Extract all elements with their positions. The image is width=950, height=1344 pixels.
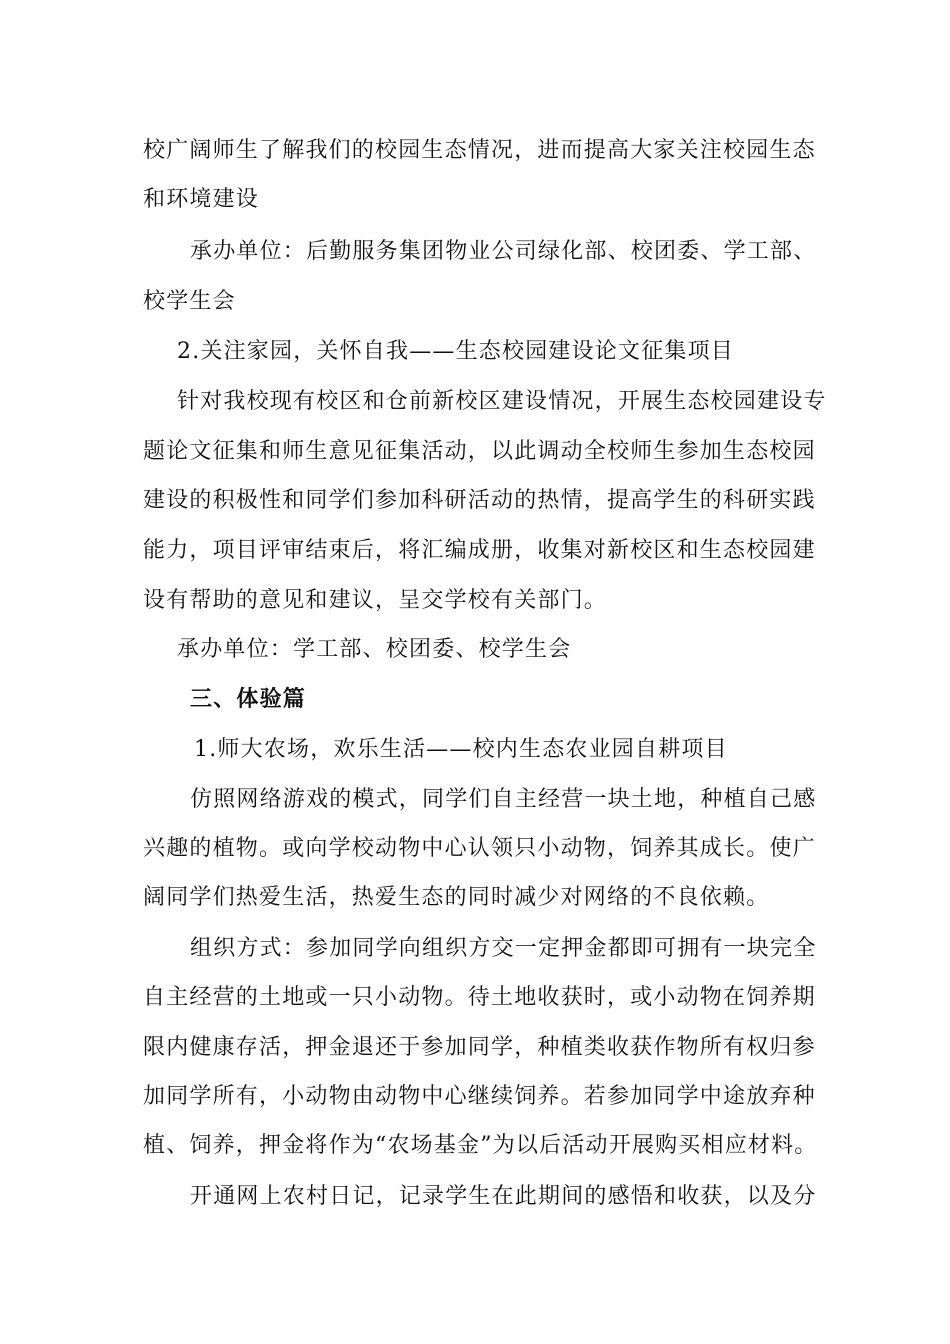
text-line: 能力，项目评审结束后，将汇编成册，收集对新校区和生态校园建 [143, 538, 816, 563]
text-line: 组织方式：参加同学向组织方交一定押金都即可拥有一块完全 [190, 936, 817, 961]
text-line: 仿照网络游戏的模式，同学们自主经营一块土地，种植自己感 [190, 787, 817, 812]
chapter-heading: 三、体验篇 [190, 686, 307, 712]
text-line: 植、饲养，押金将作为“农场基金”为以后活动开展购买相应材料。 [143, 1133, 818, 1158]
section-heading: 1.师大农场，欢乐生活——校内生态农业园自耕项目 [194, 737, 728, 762]
text-line: 针对我校现有校区和仓前新校区建设情况，开展生态校园建设专 [177, 389, 827, 414]
text-line: 和环境建设 [143, 187, 260, 212]
text-line: 校广阔师生了解我们的校园生态情况，进而提高大家关注校园生态 [143, 138, 816, 163]
text-line: 限内健康存活，押金退还于参加同学，种植类收获作物所有权归参 [143, 1035, 816, 1060]
text-line: 开通网上农村日记，记录学生在此期间的感悟和收获，以及分 [190, 1184, 817, 1209]
text-line: 阔同学们热爱生活，热爱生态的同时减少对网络的不良依赖。 [143, 885, 770, 910]
text-line: 题论文征集和师生意见征集活动，以此调动全校师生参加生态校园 [143, 439, 816, 464]
text-line: 自主经营的土地或一只小动物。待土地收获时，或小动物在饲养期 [143, 985, 816, 1010]
text-line: 承办单位：学工部、校团委、校学生会 [177, 637, 572, 662]
text-line: 校学生会 [143, 289, 236, 314]
section-heading: 2.关注家园，关怀自我——生态校园建设论文征集项目 [177, 339, 734, 364]
text-line: 设有帮助的意见和建议，呈交学校有关部门。 [143, 588, 608, 613]
text-line: 兴趣的植物。或向学校动物中心认领只小动物，饲养其成长。使广 [143, 836, 816, 861]
text-line: 承办单位：后勤服务集团物业公司绿化部、校团委、学工部、 [190, 239, 817, 264]
text-line: 加同学所有，小动物由动物中心继续饲养。若参加同学中途放弃种 [143, 1084, 816, 1109]
text-line: 建设的积极性和同学们参加科研活动的热情，提高学生的科研实践 [143, 488, 816, 513]
